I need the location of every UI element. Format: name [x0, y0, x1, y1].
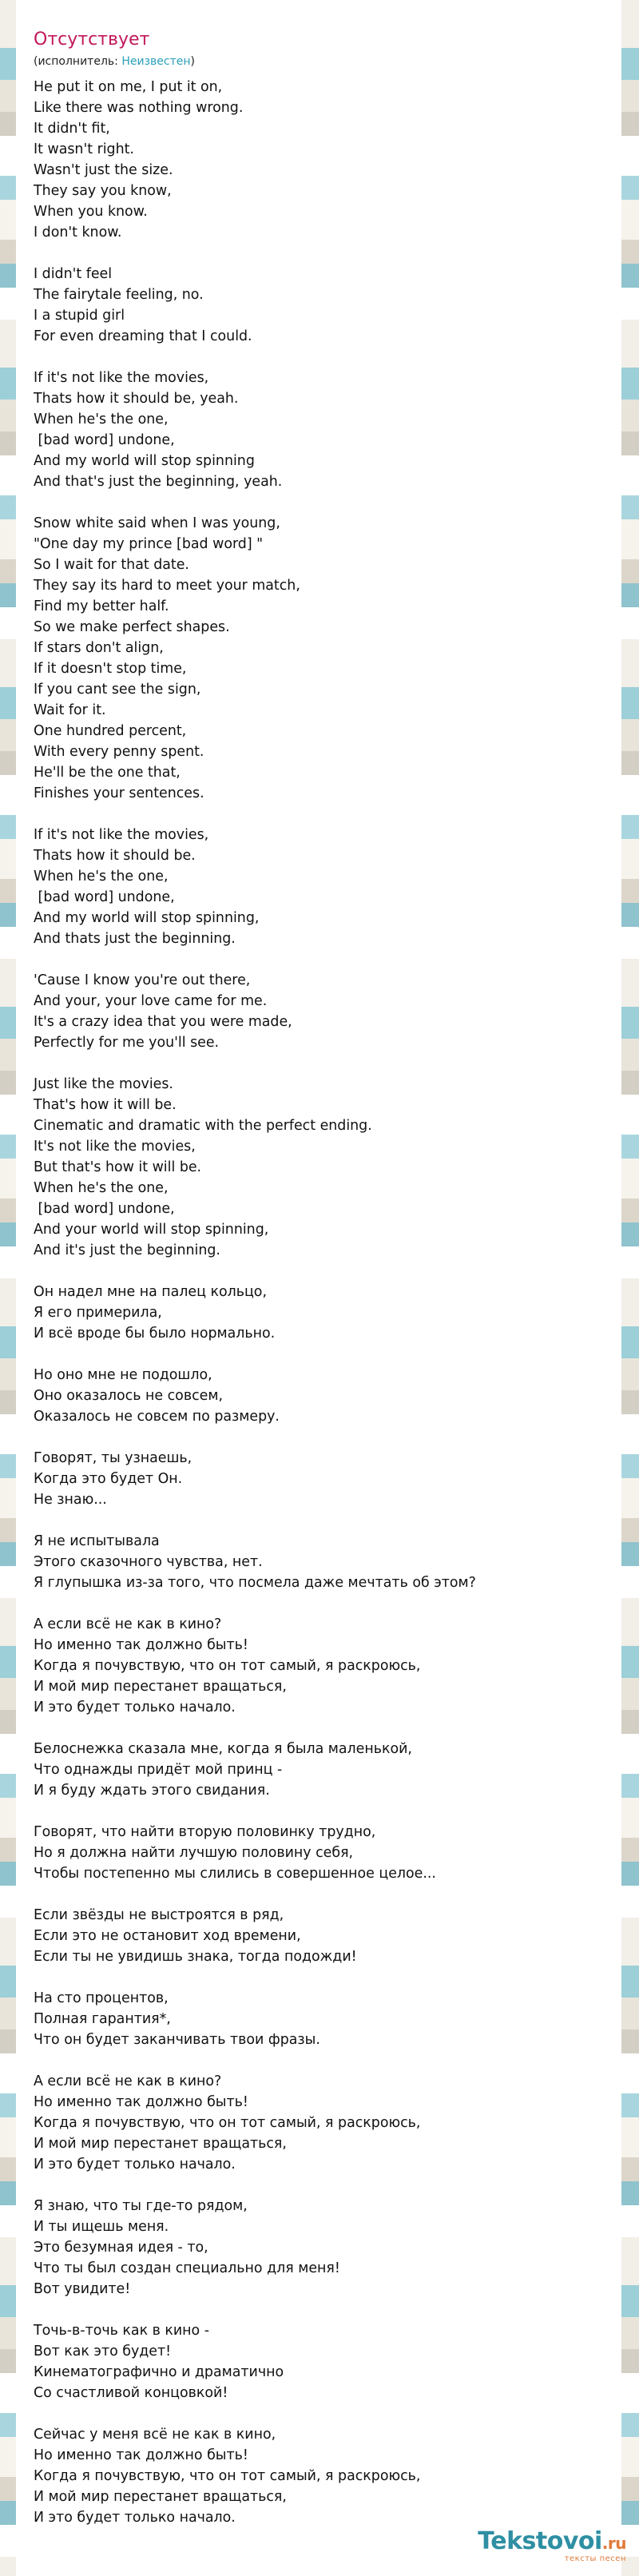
lyrics-line: Like there was nothing wrong. [34, 100, 244, 116]
lyrics-stanza [34, 970, 602, 1053]
lyrics-line: So we make perfect shapes. [34, 619, 230, 635]
lyrics-stanza [34, 1988, 602, 2050]
song-title: Отсутствует [34, 30, 150, 50]
lyrics-stanza [34, 825, 602, 949]
lyrics-line: Wait for it. [34, 702, 106, 718]
lyrics-line: Но именно так должно быть! [34, 2094, 248, 2110]
lyrics-line: When he's the one, [34, 411, 169, 427]
lyrics-card [16, 0, 621, 2576]
lyrics-line: If you cant see the sign, [34, 682, 201, 698]
lyrics-stanza [34, 1074, 602, 1261]
lyrics-line: If it doesn't stop time, [34, 661, 187, 677]
lyrics-stanza [34, 2071, 602, 2175]
lyrics-line: When he's the one, [34, 1180, 169, 1196]
lyrics-stanza [34, 2424, 602, 2528]
lyrics-line: И это будет только начало. [34, 1699, 236, 1715]
lyrics-line: "One day my prince [bad word] " [34, 536, 264, 552]
lyrics-line: And my world will stop spinning [34, 453, 255, 469]
lyrics-line: Thats how it should be. [34, 848, 196, 864]
lyrics-line: Cinematic and dramatic with the perfect ending. [34, 1118, 372, 1134]
lyrics-line: Что однажды придёт мой принц - [34, 1762, 283, 1778]
lyrics-stanza [34, 368, 602, 492]
lyrics-line: А если всё не как в кино? [34, 2073, 222, 2089]
lyrics-line: Оно оказалось не совсем, [34, 1388, 223, 1404]
lyrics-line: Finishes your sentences. [34, 785, 204, 801]
lyrics-line: It's a crazy idea that you were made, [34, 1014, 292, 1030]
lyrics-stanza [34, 1614, 602, 1718]
lyrics-line: I didn't feel [34, 266, 113, 282]
lyrics-line: Но оно мне не подошло, [34, 1367, 212, 1383]
lyrics-line: 'Cause I know you're out there, [34, 972, 251, 988]
lyrics-line: I a stupid girl [34, 308, 125, 324]
lyrics-line: Когда это будет Он. [34, 1471, 183, 1487]
lyrics-line: Но я должна найти лучшую половину себя, [34, 1845, 354, 1861]
lyrics-line: It's not like the movies, [34, 1139, 196, 1155]
lyrics-line: Со счастливой концовкой! [34, 2385, 228, 2401]
lyrics-stanza [34, 1282, 602, 1344]
lyrics-line: Вот как это будет! [34, 2343, 172, 2359]
lyrics-line: Когда я почувствую, что он тот самый, я раскроюсь, [34, 2468, 421, 2484]
lyrics-line: Но именно так должно быть! [34, 1637, 248, 1653]
lyrics-line: It didn't fit, [34, 121, 110, 137]
lyrics-stanza [34, 77, 602, 243]
lyrics-line: When he's the one, [34, 869, 169, 885]
lyrics-line: И мой мир перестанет вращаться, [34, 1679, 287, 1695]
logo-wordmark [478, 2527, 626, 2555]
lyrics-line: И я буду ждать этого свидания. [34, 1783, 270, 1799]
lyrics-line: He'll be the one that, [34, 765, 181, 781]
lyrics-line: With every penny spent. [34, 744, 204, 760]
lyrics-line: Я знаю, что ты где-то рядом, [34, 2198, 248, 2214]
lyrics-line: For even dreaming that I could. [34, 328, 252, 344]
lyrics-line: And it's just the beginning. [34, 1242, 220, 1258]
lyrics-stanza [34, 1739, 602, 1801]
lyrics-line: Кинематографично и драматично [34, 2364, 284, 2380]
lyrics-line: И всё вроде бы было нормально. [34, 1326, 276, 1342]
lyrics-line: That's how it will be. [34, 1097, 177, 1113]
song-header [16, 0, 621, 69]
lyrics-line: One hundred percent, [34, 723, 187, 739]
lyrics-line: И мой мир перестанет вращаться, [34, 2489, 287, 2505]
lyrics-line: Snow white said when I was young, [34, 515, 280, 531]
lyrics-line: Говорят, что найти вторую половинку трудно, [34, 1824, 376, 1840]
lyrics-line: I don't know. [34, 225, 122, 241]
lyrics-line: Thats how it should be, yeah. [34, 391, 239, 407]
lyrics-line: Что он будет заканчивать твои фразы. [34, 2032, 320, 2048]
lyrics-line: Вот увидите! [34, 2281, 131, 2297]
lyrics-line: Я не испытывала [34, 1533, 160, 1549]
lyrics-line: Find my better half. [34, 598, 169, 614]
lyrics-line: На сто процентов, [34, 1990, 169, 2006]
lyrics-stanza [34, 1448, 602, 1510]
lyrics-line: Если это не остановит ход времени, [34, 1928, 301, 1944]
lyrics-line: Если звёзды не выстроятся в ряд, [34, 1907, 284, 1923]
lyrics-line: So I wait for that date. [34, 557, 189, 573]
lyrics-line: [bad word] undone, [34, 889, 175, 905]
logo-tagline: тексты песен [564, 2554, 626, 2563]
lyrics-line: И это будет только начало. [34, 2157, 236, 2173]
lyrics-stanza [34, 1905, 602, 1967]
lyrics-line: If it's not like the movies, [34, 370, 209, 386]
lyrics-line: Я глупышка из-за того, что посмела даже мечтать об этом? [34, 1575, 476, 1591]
lyrics-line: If it's not like the movies, [34, 827, 209, 843]
lyrics-line: And my world will stop spinning, [34, 910, 260, 926]
lyrics-line: И ты ищешь меня. [34, 2219, 169, 2235]
lyrics-body [16, 77, 621, 2528]
lyrics-line: Когда я почувствую, что он тот самый, я раскроюсь, [34, 2115, 421, 2131]
lyrics-line: He put it on me, I put it on, [34, 79, 223, 95]
lyrics-line: Когда я почувствую, что он тот самый, я раскроюсь, [34, 1658, 421, 1674]
lyrics-line: Оказалось не совсем по размеру. [34, 1409, 280, 1425]
lyrics-line: [bad word] undone, [34, 1201, 175, 1217]
lyrics-line: And that's just the beginning, yeah. [34, 474, 283, 490]
lyrics-line: Полная гарантия*, [34, 2011, 171, 2027]
lyrics-line: Just like the movies. [34, 1076, 173, 1092]
lyrics-line: Сейчас у меня всё не как в кино, [34, 2427, 276, 2443]
lyrics-line: Чтобы постепенно мы слились в совершенное целое... [34, 1866, 436, 1882]
artist-link[interactable]: Неизвестен [121, 55, 191, 68]
lyrics-line: [bad word] undone, [34, 432, 175, 448]
lyrics-line: Но именно так должно быть! [34, 2447, 248, 2463]
lyrics-stanza [34, 264, 602, 347]
lyrics-line: And your world will stop spinning, [34, 1222, 269, 1238]
lyrics-line: Я его примерила, [34, 1305, 162, 1321]
logo-name: Tekstovoi [478, 2527, 602, 2555]
lyrics-line: And your, your love came for me. [34, 993, 268, 1009]
lyrics-line: И мой мир перестанет вращаться, [34, 2136, 287, 2152]
lyrics-line: А если всё не как в кино? [34, 1616, 222, 1632]
lyrics-line: Точь-в-точь как в кино - [34, 2323, 209, 2339]
lyrics-line: They say its hard to meet your match, [34, 578, 300, 594]
artist-line [34, 54, 602, 69]
lyrics-line: И это будет только начало. [34, 2510, 236, 2526]
lyrics-line: But that's how it will be. [34, 1159, 202, 1175]
lyrics-line: Не знаю... [34, 1492, 107, 1508]
lyrics-line: Если ты не увидишь знака, тогда подожди! [34, 1949, 357, 1965]
lyrics-line: Wasn't just the size. [34, 162, 173, 178]
lyrics-line: Что ты был создан специально для меня! [34, 2260, 340, 2276]
lyrics-line: The fairytale feeling, no. [34, 287, 204, 303]
lyrics-line: And thats just the beginning. [34, 931, 236, 947]
lyrics-stanza [34, 2320, 602, 2403]
lyrics-line: Он надел мне на палец кольцо, [34, 1284, 267, 1300]
lyrics-line: Perfectly for me you'll see. [34, 1035, 220, 1051]
lyrics-line: It wasn't right. [34, 141, 134, 157]
lyrics-line: When you know. [34, 204, 148, 220]
lyrics-line: Этого сказочного чувства, нет. [34, 1554, 263, 1570]
lyrics-line: Это безумная идея - то, [34, 2240, 208, 2256]
artist-suffix: ) [190, 55, 195, 68]
lyrics-stanza [34, 1365, 602, 1427]
lyrics-line: If stars don't align, [34, 640, 164, 656]
lyrics-stanza [34, 1531, 602, 1593]
lyrics-line: They say you know, [34, 183, 172, 199]
artist-prefix: (исполнитель: [34, 55, 118, 68]
lyrics-stanza [34, 513, 602, 804]
logo-tld: .ru [601, 2534, 626, 2553]
site-logo[interactable] [478, 2527, 626, 2563]
lyrics-line: Говорят, ты узнаешь, [34, 1450, 192, 1466]
lyrics-line: Белоснежка сказала мне, когда я была маленькой, [34, 1741, 412, 1757]
lyrics-stanza [34, 1822, 602, 1884]
lyrics-stanza [34, 2196, 602, 2300]
